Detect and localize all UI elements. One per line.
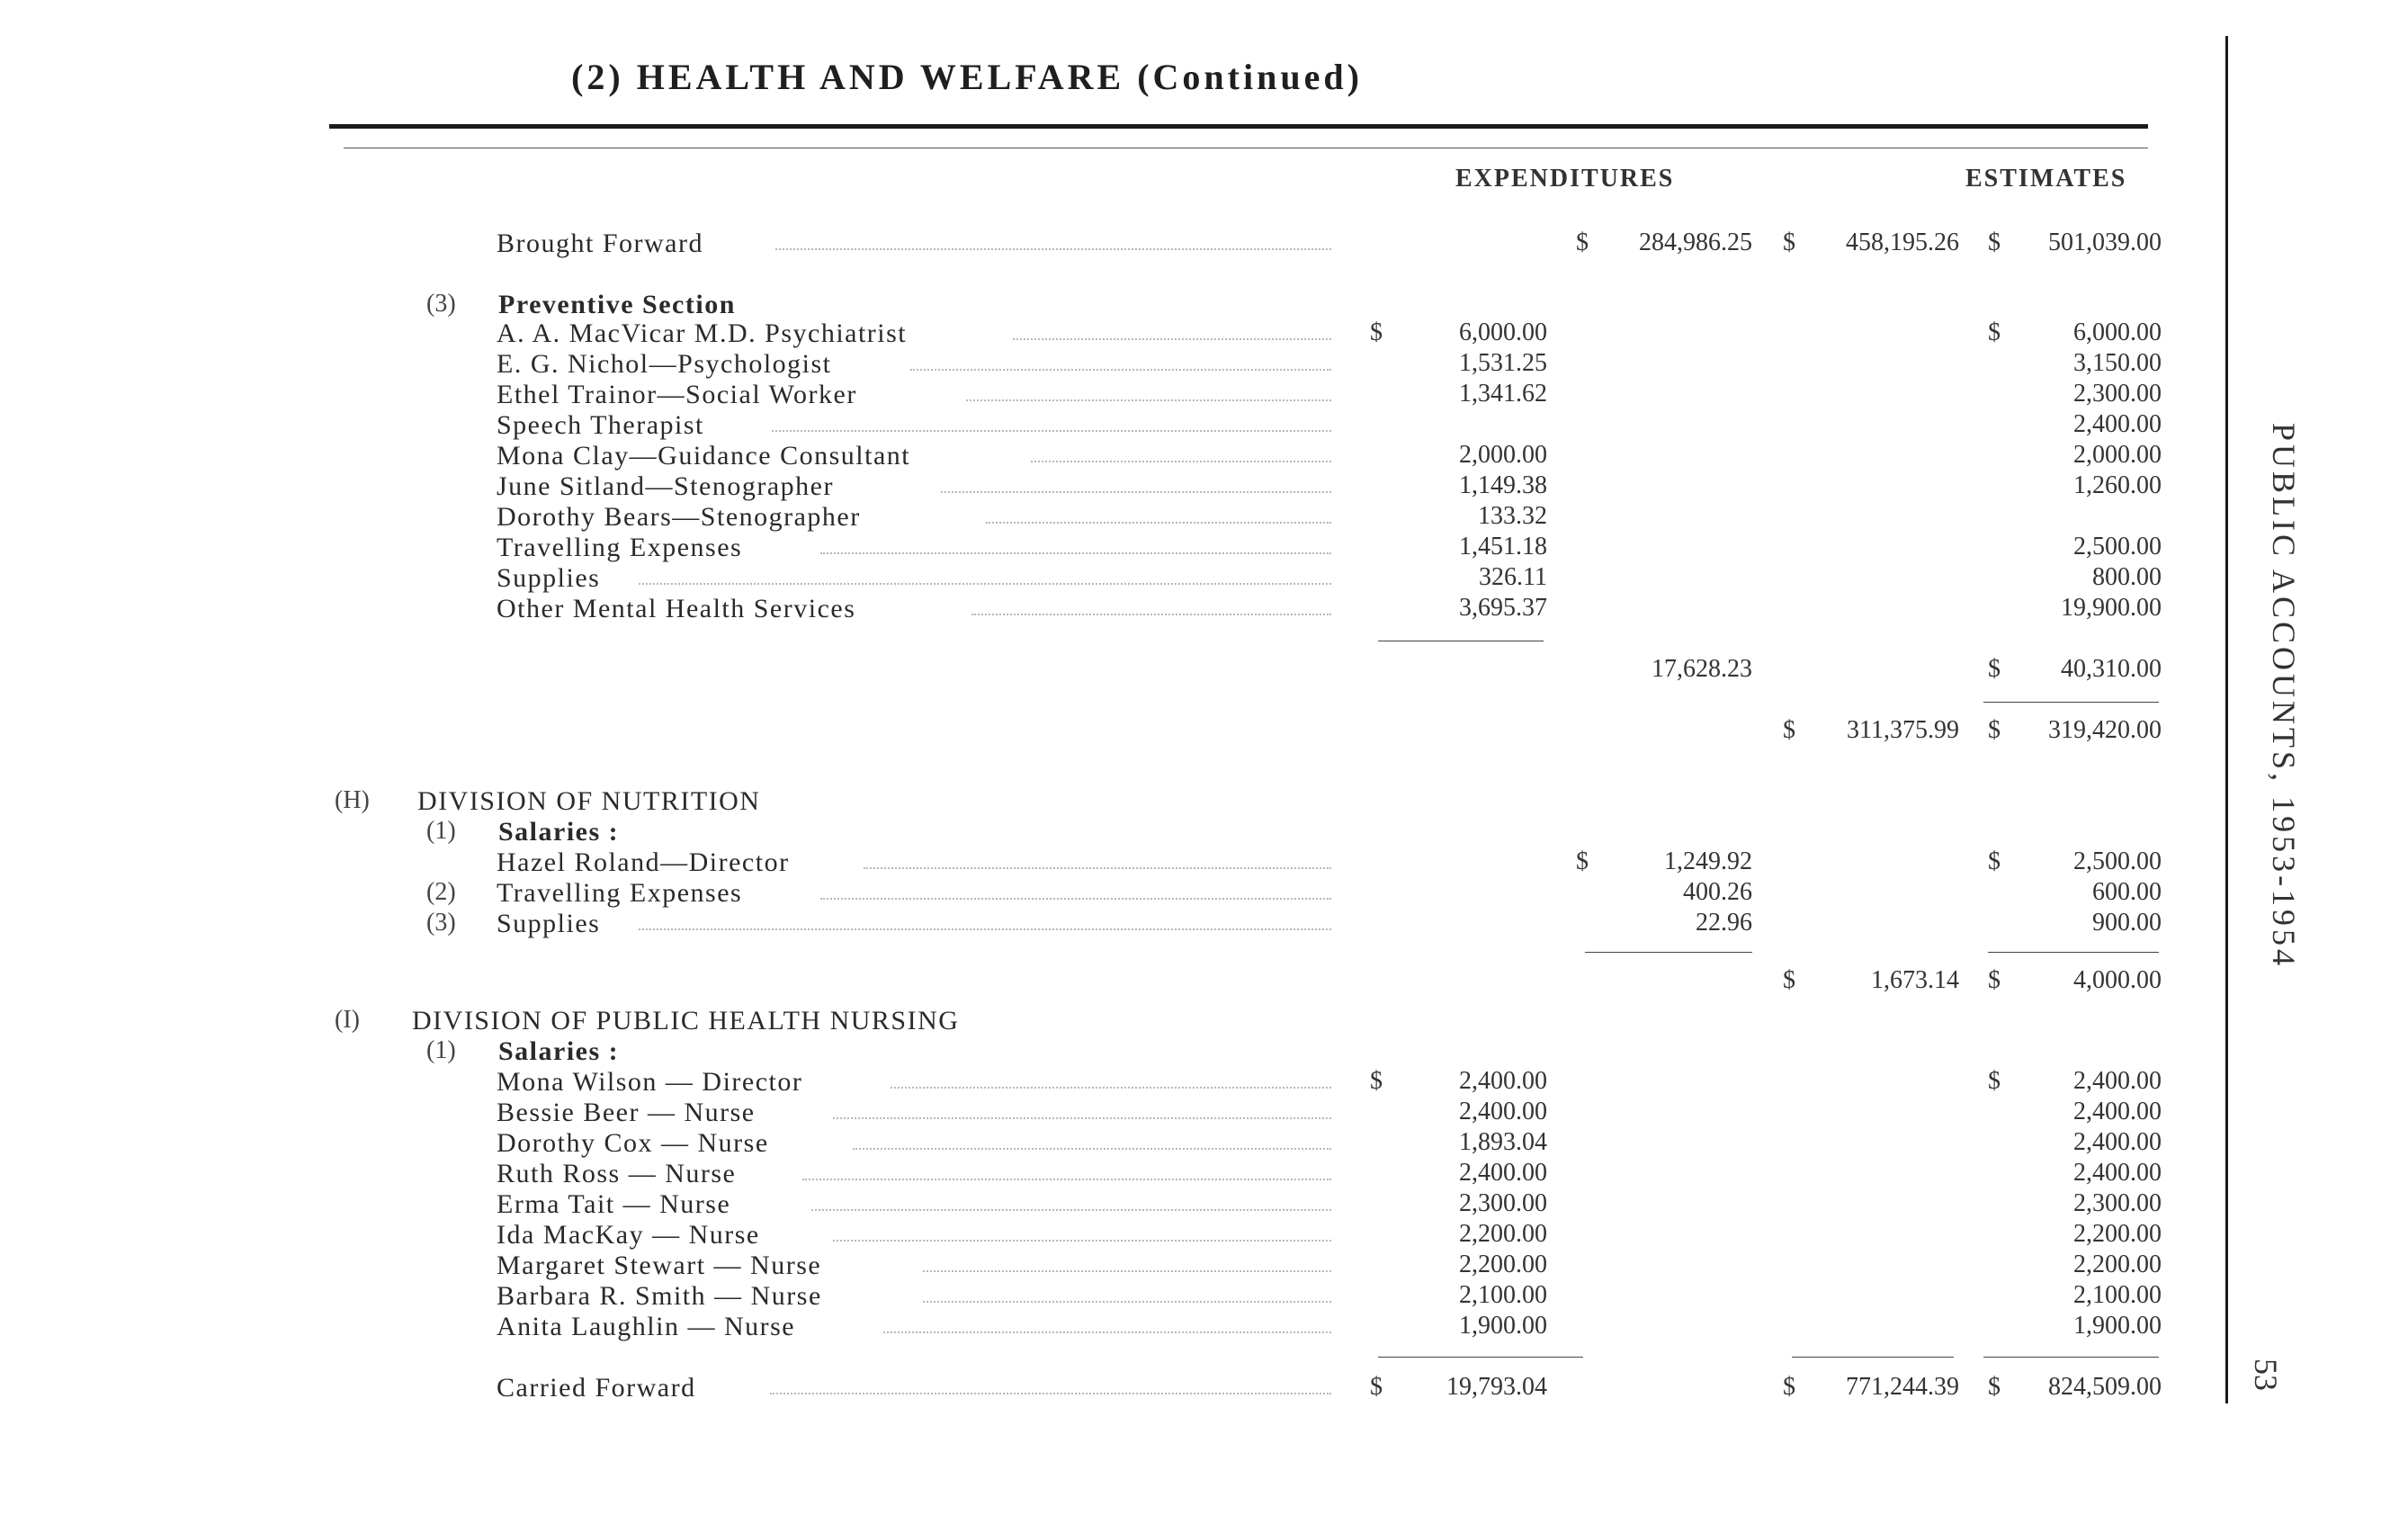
currency-sign: $: [1783, 1373, 1795, 1401]
amount-cell: 2,500.00: [2073, 533, 2162, 560]
leader-dots: [986, 522, 1331, 524]
currency-sign: $: [1988, 1373, 2001, 1401]
leader-dots: [941, 491, 1331, 493]
amount-cell: 458,195.26: [1846, 229, 1959, 256]
table-row: [0, 471, 2162, 502]
total-amount: 4,000.00: [2073, 966, 2162, 994]
amount-cell: 3,695.37: [1459, 594, 1547, 622]
amount-cell: 1,341.62: [1459, 380, 1547, 408]
table-row: [0, 1281, 2162, 1312]
line-item-label: Other Mental Health Services: [497, 594, 856, 623]
amount-cell: 600.00: [2092, 878, 2162, 906]
leader-dots: [639, 928, 1331, 930]
subtotal-rule: [1792, 1357, 1954, 1358]
preventive-heading: Preventive Section: [498, 290, 736, 319]
table-row: [0, 533, 2162, 563]
currency-sign: $: [1783, 229, 1795, 256]
currency-sign: $: [1370, 1373, 1383, 1401]
leader-dots: [891, 1087, 1331, 1089]
amount-cell: 19,793.04: [1446, 1373, 1547, 1401]
currency-sign: $: [1783, 716, 1795, 744]
preventive-heading-row: [0, 290, 2159, 320]
amount-cell: 1,149.38: [1459, 471, 1547, 499]
amount-cell: 1,893.04: [1459, 1128, 1547, 1156]
leader-dots: [820, 552, 1331, 554]
currency-sign: $: [1576, 229, 1589, 256]
line-item-label: Speech Therapist: [497, 410, 704, 440]
total-amount: 319,420.00: [2048, 716, 2162, 744]
leader-dots: [802, 1179, 1331, 1180]
leader-dots: [923, 1301, 1331, 1303]
leader-dots: [820, 898, 1331, 900]
amount-cell: 6,000.00: [2073, 318, 2162, 346]
amount-cell: 2,200.00: [2073, 1251, 2162, 1278]
salaries-heading-row: [0, 1036, 2159, 1067]
brought-forward-row: [0, 229, 2162, 259]
table-row: [0, 1251, 2162, 1281]
line-item-label: Hazel Roland—Director: [497, 847, 790, 877]
section-number: (2): [426, 878, 456, 906]
section-number: (1): [426, 1036, 456, 1064]
currency-sign: $: [1988, 229, 2001, 256]
amount-cell: 2,200.00: [1459, 1220, 1547, 1248]
section-number: (3): [426, 909, 456, 937]
amount-cell: 2,400.00: [1459, 1098, 1547, 1125]
division-letter: (H): [335, 786, 370, 814]
amount-cell: 2,300.00: [2073, 1189, 2162, 1217]
amount-cell: 2,400.00: [1459, 1067, 1547, 1095]
amount-cell: 1,451.18: [1459, 533, 1547, 560]
leader-dots: [966, 399, 1331, 401]
line-item-label: Travelling Expenses: [497, 878, 743, 908]
total-row: [0, 966, 2162, 997]
amount-cell: 2,300.00: [2073, 380, 2162, 408]
subtotal-rule: [1983, 702, 2159, 703]
line-item-label: Anita Laughlin — Nurse: [497, 1312, 796, 1341]
currency-sign: $: [1370, 1067, 1383, 1095]
page-title: (2) HEALTH AND WELFARE (Continued): [571, 57, 1363, 97]
table-row: [0, 563, 2162, 594]
currency-sign: $: [1988, 847, 2001, 875]
amount-cell: 284,986.25: [1639, 229, 1752, 256]
subtotal-row: [0, 655, 2162, 686]
line-item-label: Ida MacKay — Nurse: [497, 1220, 760, 1250]
leader-dots: [883, 1331, 1331, 1333]
leader-dots: [770, 1393, 1331, 1394]
table-row: [0, 1159, 2162, 1189]
amount-cell: 1,900.00: [1459, 1312, 1547, 1340]
amount-cell: 2,400.00: [2073, 410, 2162, 438]
salaries-heading: Salaries :: [498, 1036, 620, 1066]
currency-sign: $: [1988, 966, 2001, 994]
section-number: (3): [426, 290, 456, 318]
table-row: [0, 441, 2162, 471]
line-item-label: Supplies: [497, 563, 601, 593]
currency-sign: $: [1576, 847, 1589, 875]
line-item-label: Bessie Beer — Nurse: [497, 1098, 756, 1127]
table-row: [0, 878, 2162, 909]
subtotal-rule: [1585, 952, 1752, 953]
leader-dots: [910, 369, 1331, 371]
amount-cell: 771,244.39: [1846, 1373, 1959, 1401]
line-item-label: Dorothy Cox — Nurse: [497, 1128, 769, 1158]
total-amount: 1,673.14: [1871, 966, 1959, 994]
line-item-label: Dorothy Bears—Stenographer: [497, 502, 861, 532]
table-row: [0, 1067, 2162, 1098]
leader-dots: [853, 1148, 1331, 1150]
nutrition-heading: DIVISION OF NUTRITION: [417, 786, 761, 816]
line-item-label: Margaret Stewart — Nurse: [497, 1251, 822, 1280]
amount-cell: 2,200.00: [1459, 1251, 1547, 1278]
amount-cell: 2,500.00: [2073, 847, 2162, 875]
table-row: [0, 502, 2159, 533]
currency-sign: $: [1370, 318, 1383, 346]
table-row: [0, 380, 2162, 410]
total-amount: 311,375.99: [1847, 716, 1959, 744]
amount-cell: 2,100.00: [2073, 1281, 2162, 1309]
page-number: 53: [2248, 1358, 2284, 1391]
subtotal-amount: 17,628.23: [1652, 655, 1752, 683]
amount-cell: 900.00: [2092, 909, 2162, 937]
amount-cell: 1,900.00: [2073, 1312, 2162, 1340]
running-title: PUBLIC ACCOUNTS, 1953-1954: [2266, 423, 2302, 970]
table-row: [0, 1220, 2162, 1251]
table-row: [0, 1098, 2162, 1128]
amount-cell: 400.26: [1683, 878, 1752, 906]
amount-cell: 2,000.00: [1459, 441, 1547, 469]
amount-cell: 2,400.00: [2073, 1067, 2162, 1095]
amount-cell: 2,400.00: [1459, 1159, 1547, 1187]
salaries-heading-row: [0, 817, 2159, 847]
line-item-label: Supplies: [497, 909, 601, 938]
subtotal-rule: [1378, 1357, 1583, 1358]
leader-dots: [833, 1240, 1331, 1242]
table-row: [0, 318, 2162, 349]
table-row: [0, 909, 2162, 939]
subtotal-rule: [1983, 1357, 2159, 1358]
leader-dots: [1031, 461, 1331, 462]
leader-dots: [864, 867, 1331, 869]
amount-cell: 824,509.00: [2048, 1373, 2162, 1401]
header-rule-thick: [329, 124, 2148, 129]
table-row: [0, 594, 2162, 624]
total-row: [0, 716, 2162, 747]
amount-cell: 2,400.00: [2073, 1098, 2162, 1125]
line-item-label: E. G. Nichol—Psychologist: [497, 349, 832, 379]
leader-dots: [772, 430, 1331, 432]
currency-sign: $: [1988, 716, 2001, 744]
column-header-estimates: ESTIMATES: [1965, 165, 2127, 193]
leader-dots: [811, 1209, 1331, 1211]
leader-dots: [971, 614, 1331, 615]
margin-rule: [2225, 36, 2228, 1403]
line-item-label: Mona Clay—Guidance Consultant: [497, 441, 911, 471]
amount-cell: 1,260.00: [2073, 471, 2162, 499]
currency-sign: $: [1988, 1067, 2001, 1095]
table-row: [0, 1312, 2162, 1342]
currency-sign: $: [1783, 966, 1795, 994]
leader-dots: [1013, 338, 1331, 340]
salaries-heading: Salaries :: [498, 817, 620, 847]
line-item-label: Ruth Ross — Nurse: [497, 1159, 737, 1188]
amount-cell: 2,400.00: [2073, 1159, 2162, 1187]
subtotal-amount: 40,310.00: [2061, 655, 2162, 683]
line-item-label: Ethel Trainor—Social Worker: [497, 380, 857, 409]
amount-cell: 2,300.00: [1459, 1189, 1547, 1217]
table-row: [0, 847, 2162, 878]
column-header-expenditures: EXPENDITURES: [1455, 165, 1675, 193]
currency-sign: $: [1988, 655, 2001, 683]
table-row: [0, 410, 2162, 441]
table-row: [0, 349, 2162, 380]
amount-cell: 19,900.00: [2061, 594, 2162, 622]
amount-cell: 2,400.00: [2073, 1128, 2162, 1156]
nursing-heading: DIVISION OF PUBLIC HEALTH NURSING: [412, 1006, 960, 1035]
amount-cell: 326.11: [1479, 563, 1547, 591]
section-number: (1): [426, 817, 456, 845]
leader-dots: [775, 248, 1331, 250]
line-item-label: A. A. MacVicar M.D. Psychiatrist: [497, 318, 908, 348]
line-item-label: Mona Wilson — Director: [497, 1067, 803, 1097]
line-item-label: June Sitland—Stenographer: [497, 471, 834, 501]
subtotal-rule: [1988, 952, 2159, 953]
brought-forward-label: Brought Forward: [497, 229, 703, 258]
amount-cell: 2,100.00: [1459, 1281, 1547, 1309]
amount-cell: 2,000.00: [2073, 441, 2162, 469]
carried-forward-row: [0, 1373, 2162, 1403]
nursing-heading-row: [0, 1006, 2159, 1036]
line-item-label: Travelling Expenses: [497, 533, 743, 562]
line-item-label: Barbara R. Smith — Nurse: [497, 1281, 822, 1311]
amount-cell: 1,531.25: [1459, 349, 1547, 377]
leader-dots: [923, 1270, 1331, 1272]
leader-dots: [639, 583, 1331, 585]
currency-sign: $: [1988, 318, 2001, 346]
nutrition-heading-row: [0, 786, 2159, 817]
amount-cell: 1,249.92: [1664, 847, 1752, 875]
division-letter: (I): [335, 1006, 360, 1034]
amount-cell: 501,039.00: [2048, 229, 2162, 256]
amount-cell: 2,200.00: [2073, 1220, 2162, 1248]
leader-dots: [833, 1117, 1331, 1119]
table-row: [0, 1189, 2162, 1220]
amount-cell: 22.96: [1696, 909, 1752, 937]
carried-forward-label: Carried Forward: [497, 1373, 696, 1403]
amount-cell: 3,150.00: [2073, 349, 2162, 377]
table-row: [0, 1128, 2162, 1159]
line-item-label: Erma Tait — Nurse: [497, 1189, 731, 1219]
amount-cell: 133.32: [1478, 502, 1547, 530]
amount-cell: 800.00: [2092, 563, 2162, 591]
amount-cell: 6,000.00: [1459, 318, 1547, 346]
